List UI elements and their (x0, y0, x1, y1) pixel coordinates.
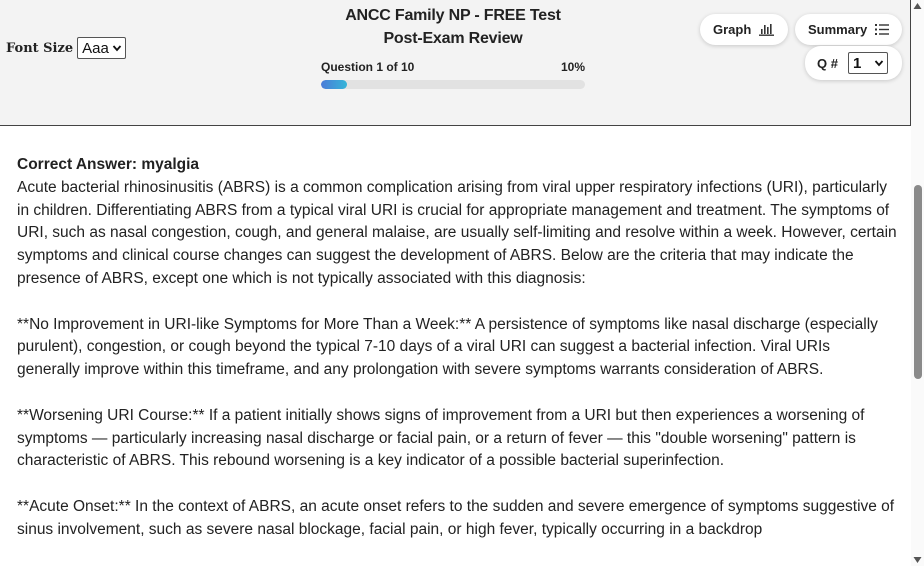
chevron-down-icon (874, 58, 884, 68)
progress-percent-label: 10% (560, 60, 585, 74)
progress-question-label: Question 1 of 10 (321, 60, 415, 74)
explanation-paragraph: Acute bacterial rhinosinusitis (ABRS) is a common complication arising from viral upper respiratory infections (URI), particularly in children. Differentiating ABRS from a typical viral URI is crucial for appropriate management and treatment. The symptoms of URI, such as nasal congestion, cough, and general malaise, are usually self-limiting and resolve within a week. However, certain symptoms and clinical course changes can suggest the development of ABRS. Below are the criteria that may indicate the presence of ABRS, except one which is not typically associated with this diagnosis: (17, 178, 897, 287)
progress-labels (321, 60, 585, 74)
progress-bar-fill (321, 80, 347, 89)
question-jump-label: Q # (817, 55, 838, 71)
progress-bar (321, 80, 585, 89)
answer-explanation (17, 154, 897, 542)
explanation-paragraph: **Acute Onset:** In the context of ABRS, an acute onset refers to the sudden and severe emergence of symptoms suggestive of sinus involvement, such as severe nasal blockage, facial pain, or high fever, typically occurring in a backdrop (17, 497, 895, 538)
chevron-down-icon (112, 43, 122, 53)
exam-title-line2: Post-Exam Review (383, 30, 523, 47)
graph-button[interactable] (700, 14, 788, 45)
question-jump (805, 46, 902, 80)
font-size-control (6, 37, 126, 59)
summary-button-label: Summary (808, 22, 868, 37)
explanation-paragraph: **Worsening URI Course:** If a patient initially shows signs of improvement from a URI but then experiences a worsening of symptoms — particularly increasing nasal discharge or facial pain, or a return of fever — this "double worsening" pattern is characteristic of ABRS. This rebound worsening is a key indicator of a possible bacterial superinfection. (17, 406, 865, 470)
scrollbar[interactable] (911, 0, 924, 566)
scrollbar-thumb[interactable] (914, 185, 922, 379)
scroll-up-arrow-icon[interactable] (913, 2, 922, 10)
list-icon (875, 23, 889, 36)
scroll-down-arrow-icon[interactable] (913, 556, 922, 564)
summary-button[interactable] (795, 14, 902, 45)
font-size-label: Font Size (6, 40, 74, 56)
font-size-value: Aaa (82, 39, 109, 57)
question-select[interactable] (848, 52, 888, 74)
exam-title (320, 4, 586, 50)
correct-answer: Correct Answer: myalgia (17, 156, 200, 173)
font-size-select[interactable] (77, 37, 126, 59)
question-select-value: 1 (852, 54, 862, 72)
header-bar (0, 0, 911, 126)
graph-button-label: Graph (713, 22, 752, 37)
exam-title-line1: ANCC Family NP - FREE Test (345, 7, 561, 24)
bar-chart-icon (759, 23, 774, 36)
explanation-paragraph: **No Improvement in URI-like Symptoms for More Than a Week:** A persistence of symptoms like nasal discharge (especially purulent), congestion, or cough beyond the typical 7-10 days of a viral URI can suggest a bacterial infection. Viral URIs generally improve within this timeframe, and any prolongation with severe symptoms warrants consideration of ABRS. (17, 315, 878, 379)
